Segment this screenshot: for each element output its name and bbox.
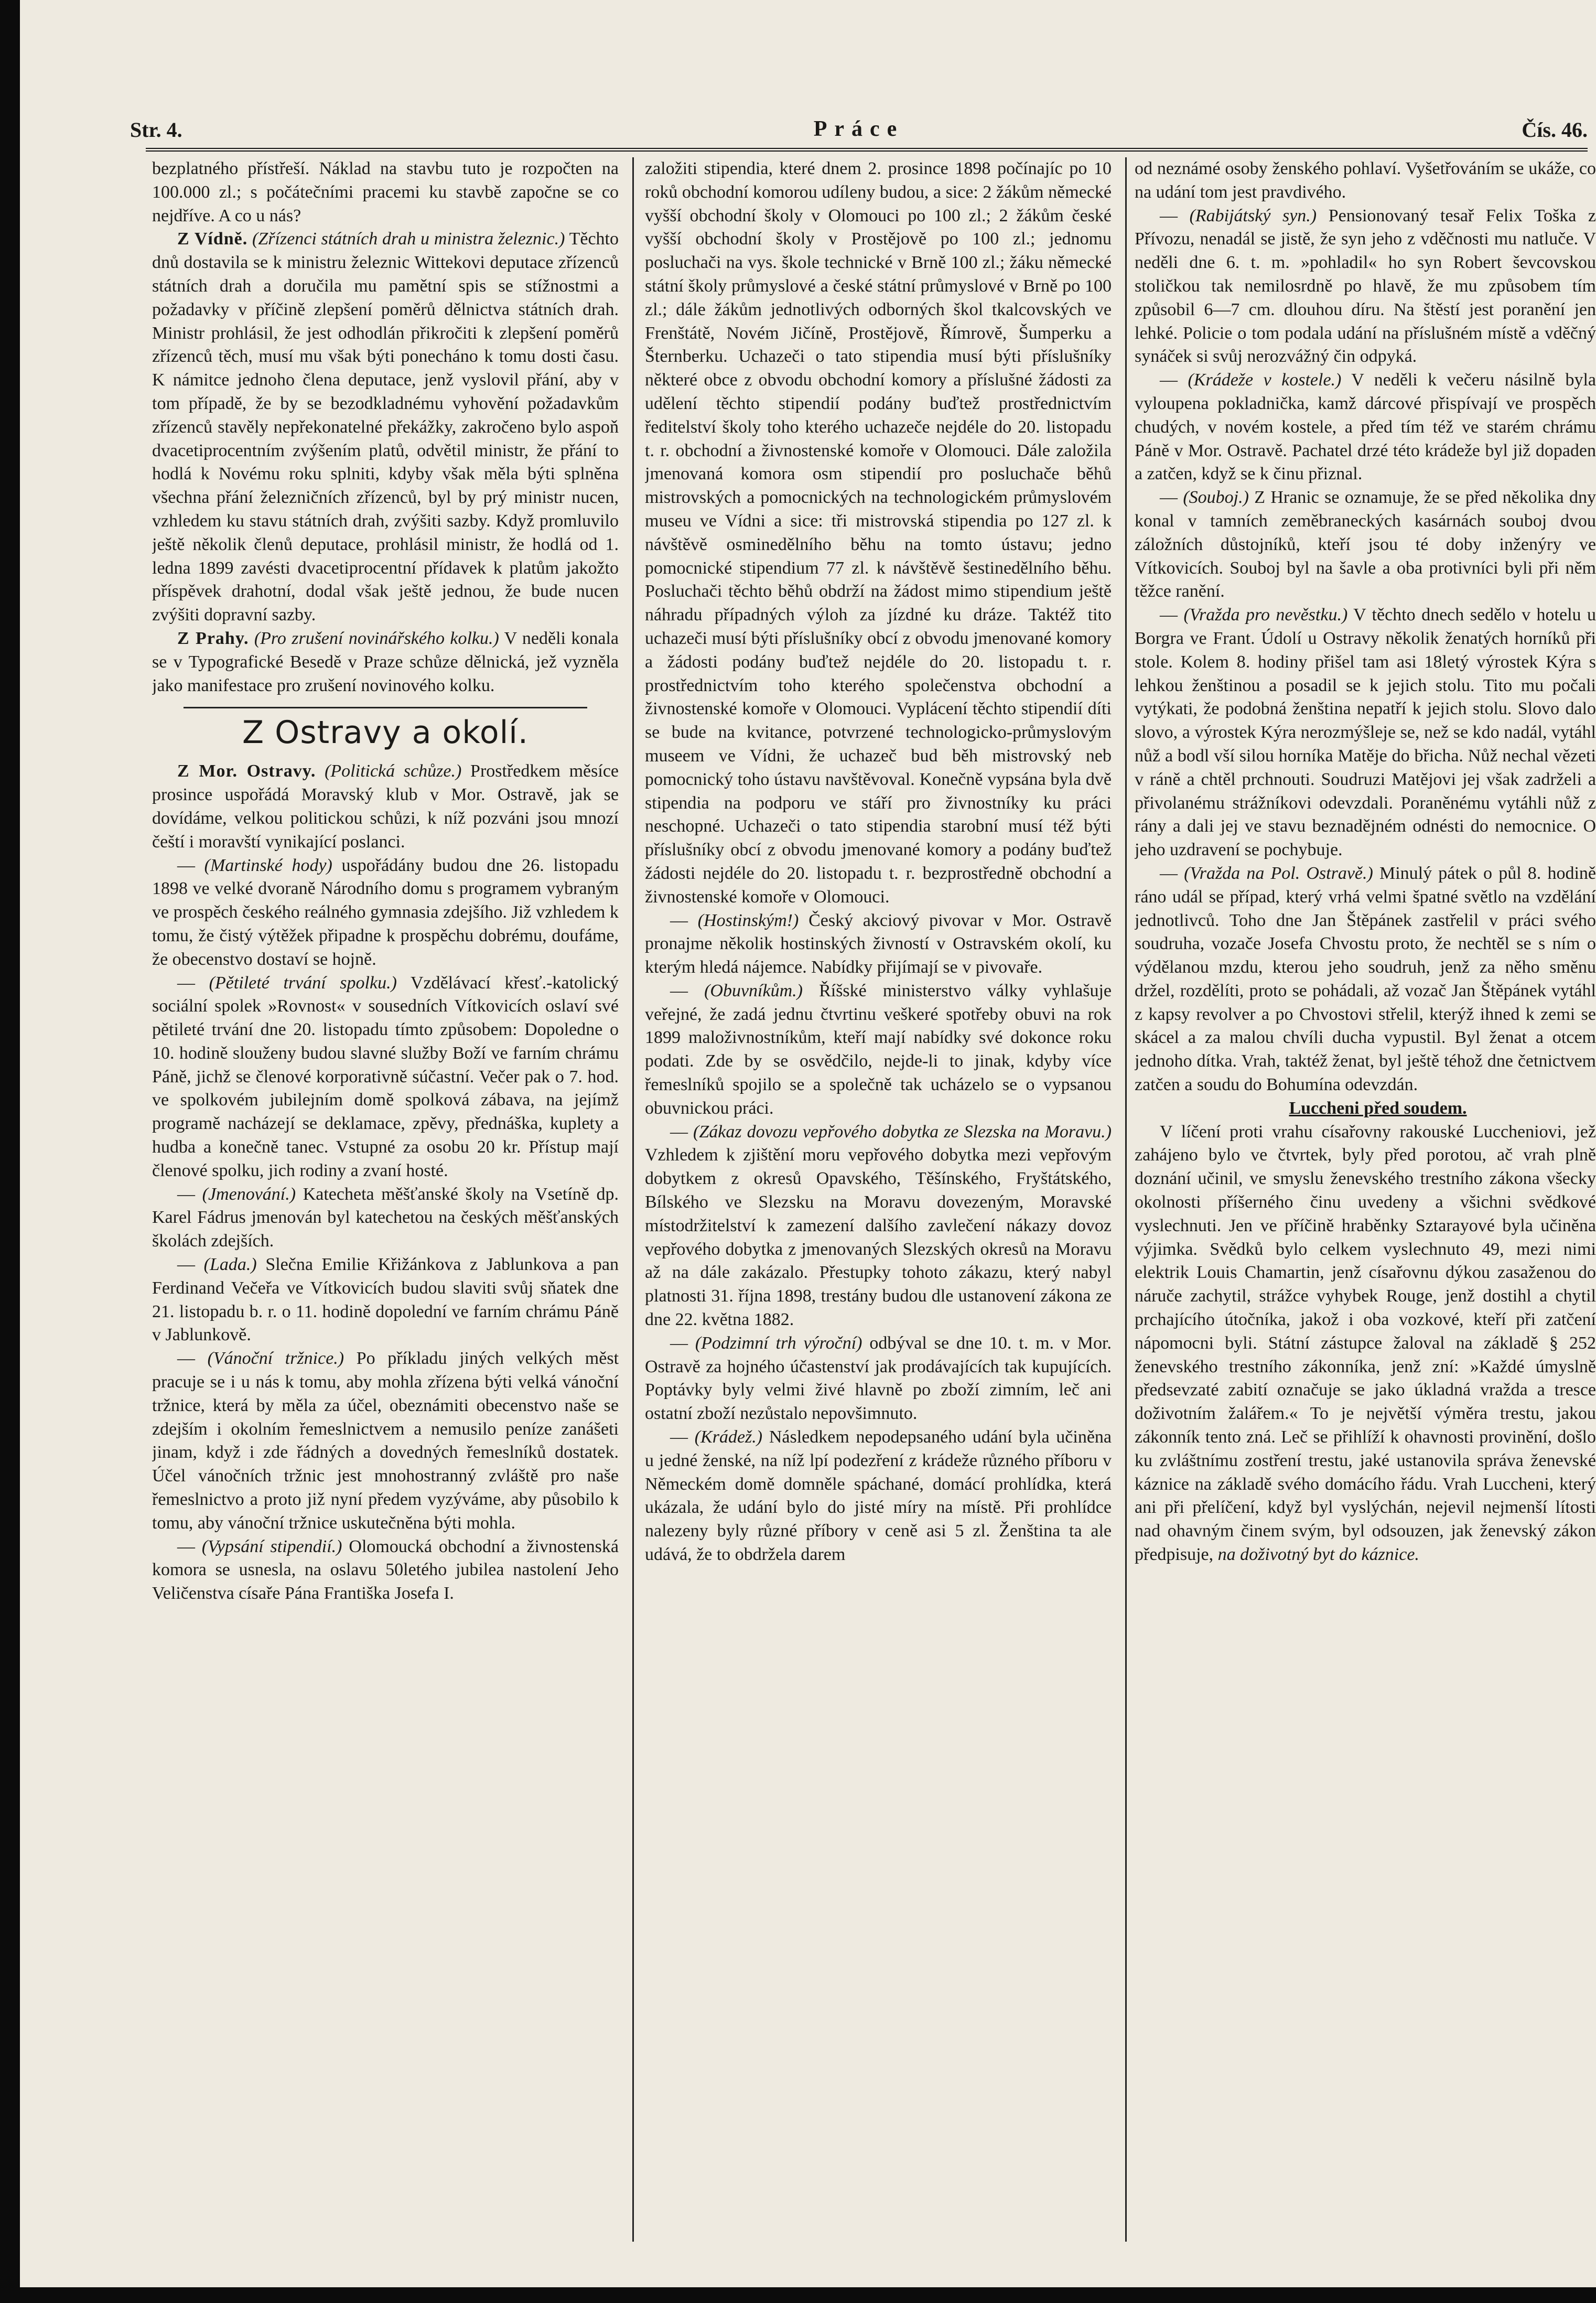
article-shoemakers: — (Obuvníkům.) Říšské ministerstvo války vyhlašuje veřejné, že zadá jednu čtvrtinu veškeré spotřeby obuvi na rok 1899 maloživnostníkům, kteří mají nabídky své dokonce roku podati. Zde by se osvědčilo, nejde-li to jinak, kdyby více řemeslníků spojilo se a společně tak ucházelo se o vypsanou obuvnickou práci. [645,981,1112,1118]
article-tag: (Vánoční tržnice.) [207,1349,344,1369]
page-header [130,114,1588,146]
column-right [1135,157,1596,2255]
article-club-anniversary: — (Pětileté trvání spolku.) Vzdělávací křesť.-katolický sociální spolek »Rovnost« v sousedních Vítkovicích oslaví své pětileté trvání dne 20. listopadu tímto způsobem: Dopoledne o 10. hodině slouženy budou slavné služby Boží ve farním chrámu Páně, jichž se členové korporativně súčastní. Večer pak o 7. hod. ve spolkovém jubilejním domě spolková zábava, na jejímž programě nacházejí se deklamace, zpěvy, přednáška, kuplety a hudba a konečně tanec. Vstupné za osobu 20 kr. Přístup mají členové spolku, jich rodiny a zvaní hosté. [152,973,619,1180]
article-body: odbýval se dne 10. t. m. v Mor. Ostravě za hojného účastenství jak prodávajících tak kupujících. Poptávky byly velmi živé hlavně po zboží zimním, leč ani ostatní zboží nezůstalo nepovšimnuto. [645,1333,1112,1424]
article-tag: (Krádeže v kostele.) [1188,370,1342,390]
article-body: Český akciový pivovar v Mor. Ostravě pronajme několik hostinských živností v Ostravském okolí, ku kterým hledá nájemce. Nabídky přijímají se v pivovaře. [645,910,1112,977]
article-wedding: — (Lada.) Slečna Emilie Křižánkova z Jablunkova a pan Ferdinand Večeřa ve Vítkovicích budou slaviti svůj sňatek dne 21. listopadu b. r. o 11. hodině dopolední ve farním chrámu Páně v Jablunkově. [152,1255,619,1345]
article-martinmas: — (Martinské hody) uspořádány budou dne 26. listopadu 1898 ve velké dvoraně Národního domu s programem vybraným ve prospěch českého reálného gymnasia zdejšího. Již vzhledem k tomu, že čistý výtěžek připadne k prospěchu dobrému, doufáme, že obecenstvo dostaví se hojně. [152,855,619,969]
article-body: Z Hranic se oznamuje, že se před několika dny konal v tamních zeměbraneckých kasárnách souboj dvou záložních důstojníků, kteří jsou té doby inženýry ve Vítkovicích. Souboj byl na šavle a oba protivníci byli při něm těžce ranění. [1135,488,1596,601]
masthead-title: Práce [813,117,904,141]
article-tag: (Krádež.) [694,1427,763,1447]
article-tag: (Zřízenci státních drah u ministra železnic.) [252,229,565,249]
dateline: Z Prahy. [177,628,249,648]
article-innkeepers: — (Hostinským!) Český akciový pivovar v Mor. Ostravě pronajme několik hostinských živností v Ostravském okolí, ku kterým hledá nájemce. Nabídky přijímají se v pivovaře. [645,910,1112,977]
article-church-theft: — (Krádeže v kostele.) V neděli k večeru násilně byla vyloupena pokladnička, kamž dárcové přispívají ve prospěch chudých, v novém kostele, a před tím též ve starém chrámu Páně v Mor. Ostravě. Pachatel drzé této krádeže byl již dopaden a zatčen, když se k činu přiznal. [1135,370,1596,484]
article-body: V líčení proti vrahu císařovny rakouské Luccheniovi, jež zahájeno bylo ve čtvrtek, byly před porotou, ač vrah plně doznání učinil, ve smyslu ženevského trestního zákona všecky okolnosti příšerného činu uvedeny a všichni svědkové vyslechnuti. Jen ve příčině hraběnky Sztarayové byla učiněna výjimka. Svědků bylo celkem vyslechnuto 49, mezi nimi elektrik Louis Chamartin, jenž císařovnu dýkou zasaženou do náruče zachytil, strážce vyhybek Rouge, jenž dostihl a chytil prchajícího útočníka, jakož i oba vozkové, kteří při zatčení nápomocni byli. Státní zástupce žaloval na základě § 252 ženevského trestního zákonníka, jenž zní: »Každé úmyslně předsevzaté zabití označuje se jako úkladná vražda a tresce doživotním žalářem.« To je největší výměra trestu, jakou zákonník tento zná. Leč se přihlíží k ohavnosti provinění, došlo ku zvláštnímu zostření trestu, jaké ustanovila správa ženevské káznice na základě svého domácího řádu. Vrah Luccheni, který ani při přelíčení, když byl vyslýchán, nejevil nejmenší lítosti nad ohavným činem svým, byl odsouzen, jak ženevský zákon předpisuje, [1135,1122,1596,1565]
article-tag: (Pětileté trvání spolku.) [209,973,397,993]
header-divider [146,148,1588,152]
article-tag: (Podzimní trh výroční) [695,1333,862,1353]
article-continuation: bezplatného přístřeší. Náklad na stavbu tuto je rozpočten na 100.000 zl.; s počátečními pracemi ku stavbě započne se co nejdříve. A co u nás? [152,159,619,225]
article-pig-import-ban: — (Zákaz dovozu vepřového dobytka ze Slezska na Moravu.) Vzhledem k zjištění moru vepřového dobytka mezi vepřovým dobytkem z okresů Opavského, Těšínského, Fryštátského, Bílského ve Slezsku na Moravu dovezeným, Moravské místodržitelství k zamezení dalšího zavlečení nákazy dovoz vepřového dobytka z jmenovaných Slezských okresů na Moravu až na dále zakázalo. Přestupky tohoto zákazu, který nabyl platnosti 31. října 1898, trestány budou dle ustanovení zákona ze dne 22. května 1882. [645,1122,1112,1330]
article-tag: (Jmenování.) [202,1184,296,1204]
article-vienna [152,228,619,627]
article-son: — (Rabijátský syn.) Pensionovaný tesař Felix Toška z Přívozu, nenadál se jistě, že syn jeho z vděčnosti mu natluče. V neděli dne 6. t. m. »pohladil« ho syn Robert ševcovskou stoličkou tak nemilosrdně po hlavě, že mu způsobem tím způsobil 6—7 cm. dlouhou díru. Na štěstí jest poranění jen lehké. Policie o tom podala udání na příslušném místě a vděčný synáček si svůj nerozvážný čin odpyká. [1135,206,1596,367]
article-tag: (Souboj.) [1183,488,1249,508]
article-tag: (Vražda na Pol. Ostravě.) [1184,863,1373,883]
article-body: Pensionovaný tesař Felix Toška z Přívozu, nenadál se jistě, že syn jeho z vděčnosti mu natluče. V neděli dne 6. t. m. »pohladil« ho syn Robert ševcovskou stoličkou tak nemilosrdně po hlavě, že mu způsobem tím způsobil 6—7 cm. dlouhou díru. Na štěstí jest poranění jen lehké. Policie o tom podala udání na příslušném místě a vděčný synáček si svůj nerozvážný čin odpyká. [1135,206,1596,367]
article-murder-polish-ostrava: — (Vražda na Pol. Ostravě.) Minulý pátek o půl 8. hodině ráno udál se případ, který vrhá velmi špatné světlo na vzdělání jednotlivců. Toho dne Jan Štěpánek zastřelil v práci svého soudruha, vozače Josefa Chvostu proto, že nechtěl se s ním o výdělanou mzdu, kterou jeho soudruh, jenž za něho směnu držel, rozdělíti, proto se pohádali, až vozač Jan Štěpánek vytáhl z kapsy revolver a po Chvostovi střelil, kterýž ihned k zemi se skácel a za malou chvíli ducha vypustil. Byl ženat a otcem jednoho dítka. Vrah, taktéž ženat, byl ještě téhož dne četnictvem zatčen a soudu do Bohumína odevzdán. [1135,863,1596,1095]
article-tag: (Politická schůze.) [325,761,462,781]
article-tag: (Rabijátský syn.) [1189,206,1317,225]
article-tag: (Vražda pro nevěstku.) [1183,605,1348,625]
section-title: Z Ostravy a okolí. [242,714,529,751]
article-body: uspořádány budou dne 26. listopadu 1898 ve velké dvoraně Národního domu s programem vybraným ve prospěch českého reálného gymnasia zdejšího. Již vzhledem k tomu, že čistý výtěžek připadne k prospěchu dobrému, doufáme, že obecenstvo dostaví se hojně. [152,855,619,969]
article-body: V těchto dnech sedělo v hotelu u Borgra ve Frant. Údolí u Ostravy několik ženatých horníků při stole. Kolem 8. hodiny přišel tam asi 18letý výrostek Kýra s lehkou ženštinou a posadil se k jejich stolu. Tito mu počali vytýkati, že podobná ženština nepatří k jejich stolu. Slovo dalo slovo, a výrostek Kýra nerozmýšleje se, než se kdo nadál, vytáhl nůž a bodl vší silou horníka Matěje do břicha. Nůž nechal vězeti v ráně a chtěl prchnouti. Soudruzi Matějovi jej však zadrželi a přivolanému strážníkovi odevzdali. Poraněnému vytáhli nůž z rány a dali jej ve stavu beznadějném odnésti do nemocnice. O jeho uzdravení se pochybuje. [1135,605,1596,860]
article-appointment: — (Jmenování.) Katecheta měšťanské školy na Vsetíně dp. Karel Fádrus jmenován byl katechetou na českých měšťanských školách zdejších. [152,1184,619,1251]
article-luccheni-trial [1135,1121,1596,1567]
article-body: Olomoucká obchodní a živnostenská komora se usnesla, na oslavu 50letého jubilea nastolení Jeho Veličenstva císaře Pána Františka Josefa I. [152,1536,619,1604]
article-body: Vzhledem k zjištění moru vepřového dobytka mezi vepřovým dobytkem z okresů Opavského, Těšínského, Fryštátského, Bílského ve Slezsku na Moravu dovezeným, Moravské místodržitelství k zamezení dalšího zavlečení nákazy dovoz vepřového dobytka z jmenovaných Slezských okresů na Moravu až na dále zakázalo. Přestupky tohoto zákazu, který nabyl platnosti 31. října 1898, trestány budou dle ustanovení zákona ze dne 22. května 1882. [645,1145,1112,1330]
article-body: Následkem nepodepsaného udání byla učiněna u jedné ženské, na níž lpí podezření z krádeže různého příboru v Německém domě domněle spáchané, domácí prohlídka, která ukázala, že udání bylo do jisté míry na místě. Při prohlídce nalezeny byly různé příbory v ceně asi 5 zl. Ženština ta ale udává, že to obdržela darem [645,1427,1112,1565]
dateline: Z Vídně. [177,229,248,249]
column-middle [645,157,1112,2255]
article-autumn-fair: — (Podzimní trh výroční) odbýval se dne 10. t. m. v Mor. Ostravě za hojného účastenství jak prodávajících tak kupujících. Poptávky byly velmi živé hlavně po zboží zimním, leč ani ostatní zboží nezůstalo nepovšimnuto. [645,1333,1112,1424]
article-body: Prostředkem měsíce prosince uspořádá Moravský klub v Mor. Ostravě, jak se dovídáme, velkou politickou schůzi, k níž pozváni jsou mnozí čeští i moravští vynikající poslanci. [152,761,619,852]
article-continuation: založiti stipendia, které dnem 2. prosince 1898 počínajíc po 10 roků obchodní komorou udíleny budou, a sice: 2 žákům německé vyšší obchodní školy v Olomouci po 100 zl.; 2 žákům české vyšší obchodní školy v Prostějově po 100 zl.; jednomu posluchači na vys. škole technické v Brně 100 zl.; žáku německé státní školy průmyslové a české státní průmyslové v Brně po 100 zl.; dále žákům jednotlivých odborných škol tkalcovských ve Frenštátě, Novém Jičíně, Prostějově, Římrově, Šumperku a Šternberku. Uchazeči o tato stipendia musí býti příslušníky některé obce z obvodu obchodní komory a příslušné žádosti za udělení těchto stipendií podány buďtež prostřednictvím ředitelství školy toho kterého uchazeče nejdéle do 20. listopadu t. r. obchodní a živnostenské komoře v Olomouci. Dále založila jmenovaná komora osm stipendií pro posluchače běhů mistrovských a pomocnických na technologickém průmyslovém museu ve Vídni a sice: tři mistrovská stipendia po 127 zl. k návštěvě osminedělního běhu na tomto ústavu; jedno pomocnické stipendium 77 zl. k návštěvě šestinedělního běhu. Posluchači těchto běhů obdrží na žádost mimo stipendium ještě náhradu případných výloh za jízdné ku dráze. Taktéž tito uchazeči musí býti příslušníky obcí z obvodu jmenované komory a žádosti podány buďtež nejdéle do 20. listopadu t. r. prostřednictvím toho kterého společenstva obchodní a živnostenské komoře v Olomouci. Vyplácení těchto stipendií díti se bude na kvitance, potvrzené technologicko-průmyslovým museem ve Vídni, že uchazeč bud běh mistrovský neb pomocnický toho ústavu navštěvoval. Konečně vypsána byla dvě stipendia na podporu ve stáří pro živnostníky ku práci neschopné. Uchazeči o tato stipendia starobní musí též býti příslušníky obcí z obvodu jmenované komory a podány buďtež žádosti nejdéle do 20. listopadu t. r. bezprostředně obchodní a živnostenské komoře v Olomouci. [645,159,1112,907]
article-body: Říšské ministerstvo války vyhlašuje veřejné, že zadá jednu čtvrtinu veškeré spotřeby obuvi na rok 1899 maloživnostníkům, kteří mají nabídky své dokonce roku podati. Zde by se osvědčilo, nejde-li to jinak, kdyby více řemeslníků spojilo se a společně tak ucházelo se o vypsanou obuvnickou práci. [645,981,1112,1118]
article-theft: — (Krádež.) Následkem nepodepsaného udání byla učiněna u jedné ženské, na níž lpí podezření z krádeže různého příboru v Německém domě domněle spáchané, domácí prohlídka, která ukázala, že udání bylo do jisté míry na místě. Při prohlídce nalezeny byly různé příbory v ceně asi 5 zl. Ženština ta ale udává, že to obdržela darem [645,1427,1112,1565]
article-prague [152,627,619,697]
article-tag: (Obuvníkům.) [704,981,803,1000]
column-divider [632,157,634,2242]
article-tag: (Vypsání stipendií.) [201,1536,342,1556]
article-tag: (Hostinským!) [697,910,799,930]
article-body: Těchto dnů dostavila se k ministru železnic Wittekovi deputace zřízenců státních drah a doručila mu pamětní spis se stížnostmi a požadavky v příčině zlepšení poměrů dělnictva státních drah. Ministr prohlásil, že jest odhodlán přikročiti k zlepšení poměrů zřízenců těch, musí mu však býti ponecháno k tomu dosti času. K námitce jednoho člena deputace, jenž vyslovil přání, aby v tom případě, že by se bezodkladnému vyhovění požadavkům zřízenců stavěly nepřekonatelné překážky, zakročeno bylo aspoň dvacetiprocentním zvýšením platů, odvětil ministr, že přání to hodlá k Novému roku splniti, kdyby však měla býti splněna všechna přání železničních zřízenců, byl by prý ministr nucen, vzhledem ku stavu státních drah, zvýšiti sazby. Když promluvilo ještě několik členů deputace, prohlásil ministr, že hodlá od 1. ledna 1899 zavésti dvacetiprocentní přídavek k platům jakožto příspěvek drahotní, dodal však ještě jednou, že bude nucen zvýšiti dopravní sazby. [152,229,619,625]
article-tag: (Martinské hody) [204,855,332,875]
article-subheading: Luccheni před soudem. [1289,1098,1467,1118]
article-political-meeting [152,760,619,854]
article-body: Katecheta měšťanské školy na Vsetíně dp. Karel Fádrus jmenován byl katechetou na českých měšťanských školách zdejších. [152,1184,619,1251]
dateline: Z Mor. Ostravy. [177,761,316,781]
article-body: Po příkladu jiných velkých měst pracuje se i u nás k tomu, aby mohla zřízena býti velká vánoční tržnice, která by měla za účel, obeznámiti obecenstvo naše se zdejším i okolním řemeslnictvem a nemusilo peníze zanášeti jinam, když i zde řádných a dovedných řemeslníků dostatek. Účel vánočních tržnic jest mnohostranný zvláště pro naše řemeslnictvo a proto již nyní předem vyzýváme, aby působilo k tomu, aby vánoční tržnice uskutečněna býti mohla. [152,1349,619,1533]
article-duel: — (Souboj.) Z Hranic se oznamuje, že se před několika dny konal v tamních zeměbraneckých kasárnách souboj dvou záložních důstojníků, kteří jsou té doby inženýry ve Vítkovicích. Souboj byl na šavle a oba protivníci byli při něm těžce ranění. [1135,488,1596,601]
article-continuation: od neznámé osoby ženského pohlaví. Vyšetřováním se ukáže, co na udání tom jest pravdivého. [1135,159,1596,202]
article-stipends: — (Vypsání stipendií.) Olomoucká obchodní a živnostenská komora se usnesla, na oslavu 50letého jubilea nastolení Jeho Veličenstva císaře Pána Františka Josefa I. [152,1536,619,1604]
article-body: Slečna Emilie Křižánkova z Jablunkova a pan Ferdinand Večeřa ve Vítkovicích budou slaviti svůj sňatek dne 21. listopadu b. r. o 11. hodině dopolední ve farním chrámu Páně v Jablunkově. [152,1255,619,1345]
page-number: Str. 4. [130,118,182,142]
article-tag: (Zákaz dovozu vepřového dobytka ze Slezska na Moravu.) [693,1122,1112,1142]
article-christmas-market: — (Vánoční tržnice.) Po příkladu jiných velkých měst pracuje se i u nás k tomu, aby mohla zřízena býti velká vánoční tržnice, která by měla za účel, obeznámiti obecenstvo naše se zdejším i okolním řemeslnictvem a nemusilo peníze zanášeti jinam, když i zde řádných a dovedných řemeslníků dostatek. Účel vánočních tržnic jest mnohostranný zvláště pro naše řemeslnictvo a proto již nyní předem vyzýváme, aby působilo k tomu, aby vánoční tržnice uskutečněna býti mohla. [152,1349,619,1533]
article-body: V neděli k večeru násilně byla vyloupena pokladnička, kamž dárcové přispívají ve prospěch chudých, v novém kostele, a před tím též ve starém chrámu Páně v Mor. Ostravě. Pachatel drzé této krádeže byl již dopaden a zatčen, když se k činu přiznal. [1135,370,1596,484]
article-murder-hotel: — (Vražda pro nevěstku.) V těchto dnech sedělo v hotelu u Borgra ve Frant. Údolí u Ostravy několik ženatých horníků při stole. Kolem 8. hodiny přišel tam asi 18letý výrostek Kýra s lehkou ženštinou a posadil se k jejich stolu. Tito mu počali vytýkati, že podobná ženština nepatří k jejich stolu. Slovo dalo slovo, a výrostek Kýra nerozmýšleje se, než se kdo nadál, vytáhl nůž a bodl vší silou horníka Matěje do břicha. Nůž nechal vězeti v ráně a chtěl prchnouti. Soudruzi Matějovi jej však zadrželi a přivolanému strážníkovi odevzdali. Poraněnému vytáhli nůž z rány a dali jej ve stavu beznadějném odnésti do nemocnice. O jeho uzdravení se pochybuje. [1135,605,1596,860]
article-tag: (Pro zrušení novinářského kolku.) [254,628,499,648]
column-divider [1125,157,1127,2242]
article-body: V neděli konala se v Typografické Besedě v Praze schůze dělnická, jež vyzněla jako manifestace pro zrušení novinového kolku. [152,628,619,695]
issue-number: Čís. 46. [1522,118,1588,142]
article-tag: (Lada.) [203,1255,257,1275]
article-body: Minulý pátek o půl 8. hodině ráno udál se případ, který vrhá velmi špatné světlo na vzdělání jednotlivců. Toho dne Jan Štěpánek zastřelil v práci svého soudruha, vozače Josefa Chvostu proto, že nechtěl se s ním o výdělanou mzdu, kterou jeho soudruh, jenž za něho směnu držel, rozdělíti, proto se pohádali, až vozač Jan Štěpánek vytáhl z kapsy revolver a po Chvostovi střelil, kterýž ihned k zemi se skácel a za malou chvíli ducha vypustil. Byl ženat a otcem jednoho dítka. Vrah, taktéž ženat, byl ještě téhož dne četnictvem zatčen a soudu do Bohumína odevzdán. [1135,863,1596,1095]
column-left [152,157,619,2255]
section-divider [184,707,587,708]
article-ending: na doživotný byt do káznice. [1217,1545,1419,1565]
article-body: Vzdělávací křesť.-katolický sociální spolek »Rovnost« v sousedních Vítkovicích oslaví své pětileté trvání dne 20. listopadu tímto způsobem: Dopoledne o 10. hodině slouženy budou slavné služby Boží ve farním chrámu Páně, jichž se členové korporativně súčastní. Večer pak o 7. hod. ve spolkovém jubilejním domě spolková zábava, na jejímž programě nacházejí se deklamace, zpěvy, přednáška, kuplety a hudba a konečně tanec. Vstupné za osobu 20 kr. Přístup mají členové spolku, jich rodiny a zvaní hosté. [152,973,619,1180]
